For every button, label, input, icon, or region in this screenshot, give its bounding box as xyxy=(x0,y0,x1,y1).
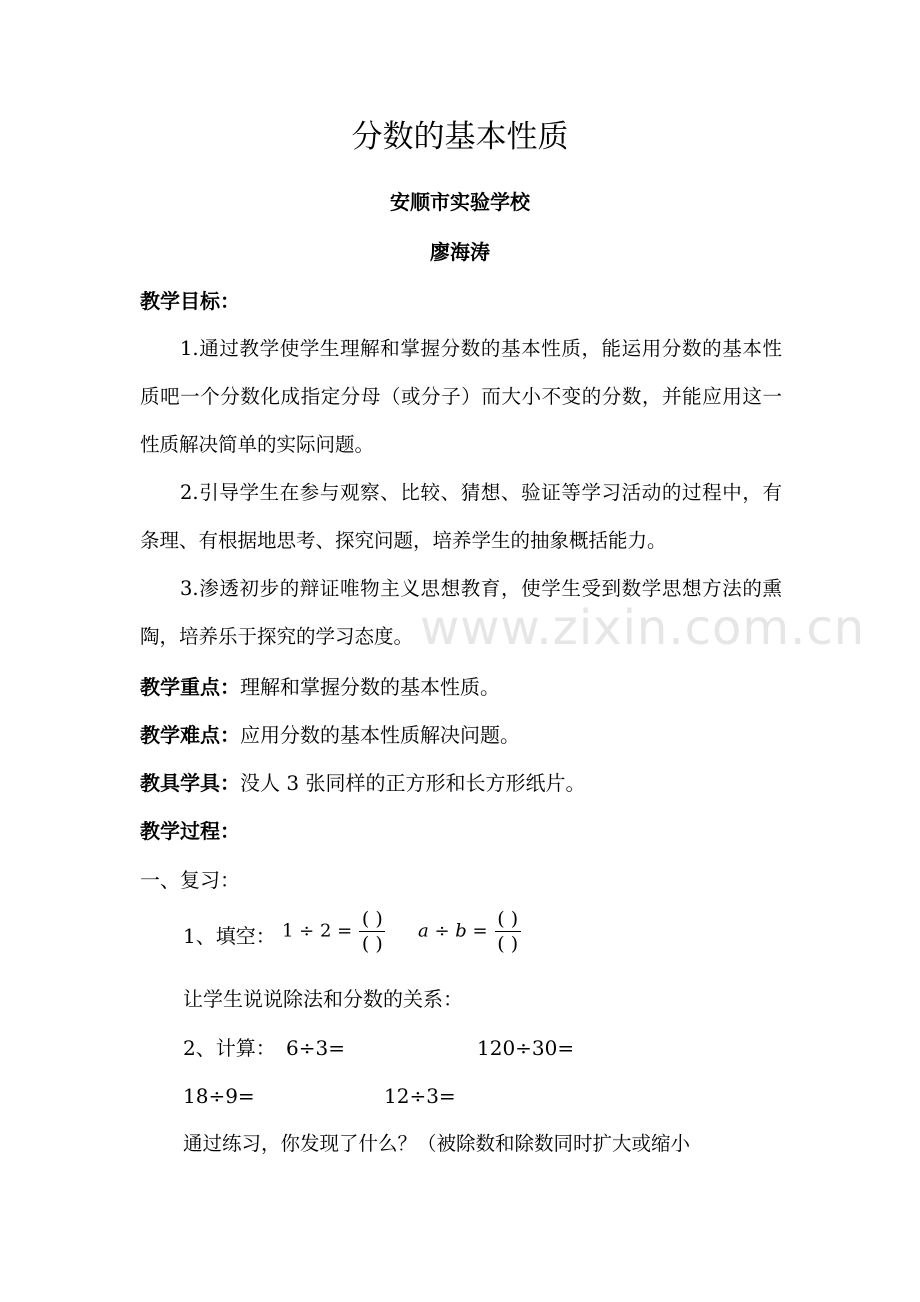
objective-2: 2.引导学生在参与观察、比较、猜想、验证等学习活动的过程中，有条理、有根据地思考、探究问题，培养学生的抽象概括能力。 xyxy=(140,481,782,552)
process-heading: 教学过程： xyxy=(140,819,240,843)
key-point-text: 理解和掌握分数的基本性质。 xyxy=(240,675,500,699)
fill-label: 1、填空： xyxy=(183,924,276,948)
difficulty-label: 教学难点： xyxy=(140,723,240,747)
objective-1: 1.通过教学使学生理解和掌握分数的基本性质，能运用分数的基本性质吧一个分数化成指定分母（或分子）而大小不变的分数，并能应用这一性质解决简单的实际问题。 xyxy=(140,337,782,456)
author-name: 廖海涛 xyxy=(430,240,490,264)
calc-1: 6÷3= xyxy=(286,1036,345,1060)
difficulty-text: 应用分数的基本性质解决问题。 xyxy=(240,723,520,747)
calc-4: 12÷3= xyxy=(384,1084,456,1108)
tools-line xyxy=(140,769,585,797)
objectives-heading: 教学目标： xyxy=(140,289,240,313)
document-title: 分数的基本性质 xyxy=(351,119,569,155)
fraction-blank-2 xyxy=(495,908,521,955)
review-heading: 一、复习： xyxy=(140,868,240,892)
expr1: 1 ÷ 2 = xyxy=(282,920,353,942)
numerator-blank: ( ) xyxy=(361,908,383,930)
expr2-eq: = xyxy=(466,920,488,942)
denominator-blank: ( ) xyxy=(497,933,519,955)
fraction-bar xyxy=(495,931,521,932)
expr2-op: ÷ xyxy=(428,920,456,942)
relation-prompt: 让学生说说除法和分数的关系： xyxy=(183,987,463,1011)
discovery-text: 通过练习，你发现了什么？（被除数和除数同时扩大或缩小 xyxy=(183,1132,691,1155)
fill-expression-1 xyxy=(282,908,387,955)
fraction-blank-1 xyxy=(359,908,385,955)
key-point-line xyxy=(140,673,500,701)
calc-2: 120÷30= xyxy=(477,1036,575,1060)
watermark: www.zixin.com.cn xyxy=(420,600,866,656)
key-point-label: 教学重点： xyxy=(140,675,240,699)
difficulty-line xyxy=(140,721,520,749)
expr2-a: a xyxy=(418,920,429,942)
denominator-blank: ( ) xyxy=(361,933,383,955)
calc-label: 2、计算： xyxy=(183,1036,276,1060)
numerator-blank: ( ) xyxy=(497,908,519,930)
expr2 xyxy=(418,921,488,942)
tools-label: 教具学具： xyxy=(140,771,240,795)
objective-3: 3.渗透初步的辩证唯物主义思想教育，使学生受到数学思想方法的熏陶，培养乐于探究的学习态度。 xyxy=(140,577,782,648)
fraction-bar xyxy=(359,931,385,932)
tools-text: 没人 3 张同样的正方形和长方形纸片。 xyxy=(240,771,586,795)
calc-3: 18÷9= xyxy=(183,1084,255,1108)
school-name: 安顺市实验学校 xyxy=(390,190,530,214)
expr2-b: b xyxy=(455,920,467,942)
fill-expression-2 xyxy=(418,908,523,955)
